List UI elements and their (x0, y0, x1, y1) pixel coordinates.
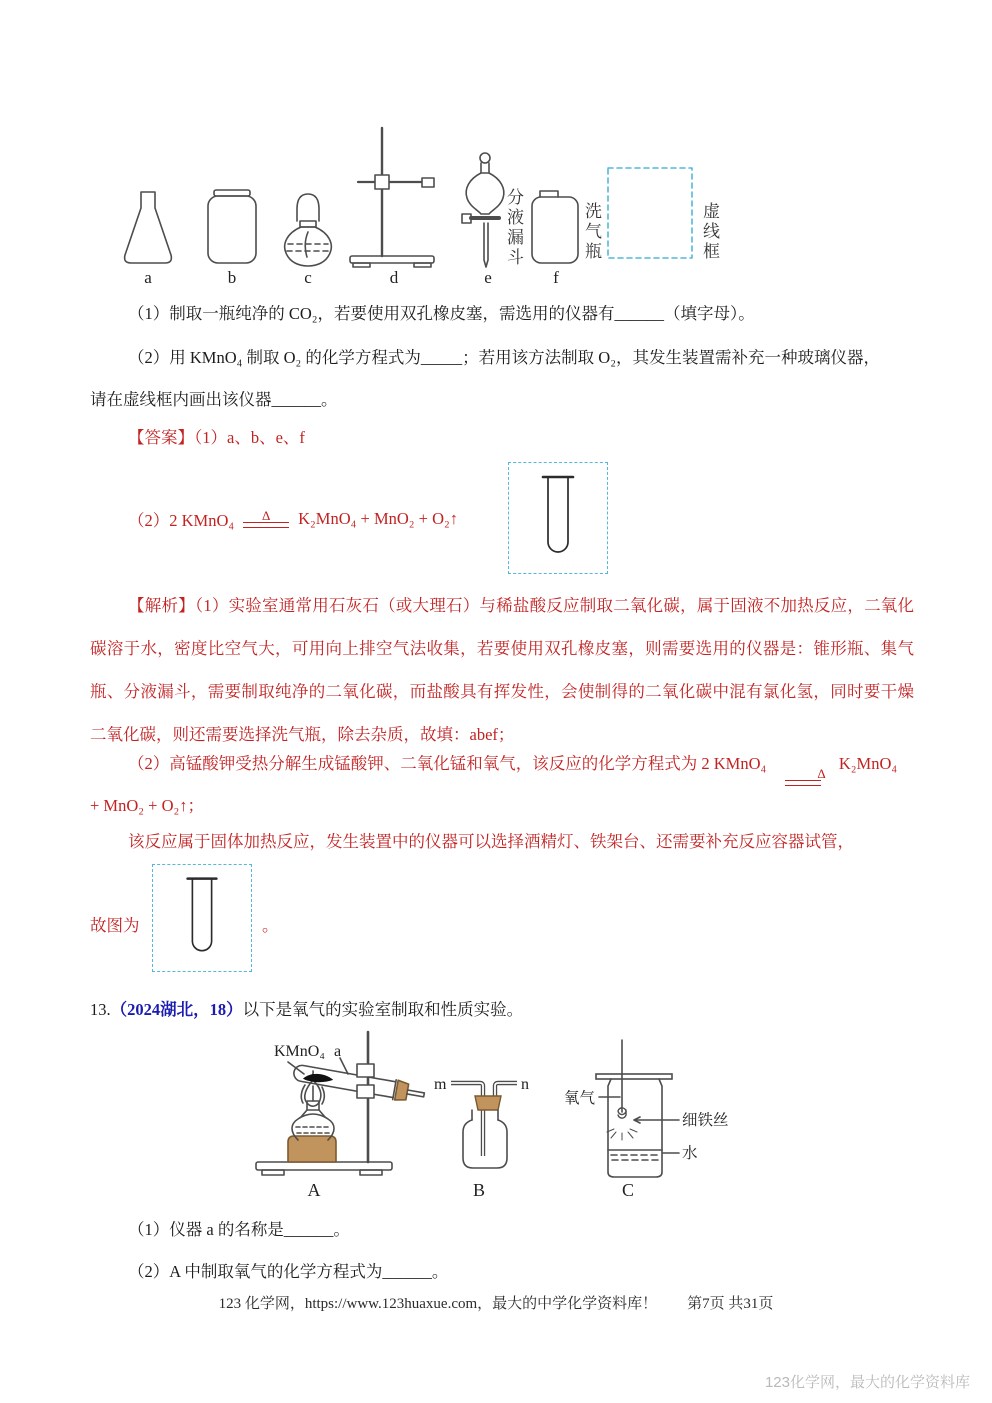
equation-rhs: K₂MnO₄ + MnO₂ + O₂↑ (298, 509, 459, 528)
alcohol-lamp-icon (292, 1086, 334, 1140)
q13-stem: 以下是氧气的实验室制取和性质实验。 (242, 1000, 524, 1019)
separating-funnel-icon (480, 153, 490, 163)
delta-symbol: Δ (261, 508, 271, 523)
gas-washing-bottle-b (451, 1083, 517, 1168)
test-tube-icon (510, 466, 606, 570)
equation-double-line (243, 522, 289, 528)
equation-lhs: （2）2 KMnO₄ (128, 511, 235, 530)
analysis-p4-period: 。 (262, 916, 279, 935)
item-label-c: c (304, 268, 312, 287)
answer-line1 (90, 424, 918, 448)
alcohol-lamp-icon (297, 194, 319, 221)
equipment-figure (100, 120, 720, 290)
rubber-stopper (395, 1080, 409, 1102)
oxygen-jar-c (596, 1040, 679, 1177)
clamp (357, 1064, 374, 1077)
analysis-p3: 该反应属于固体加热反应，发生装置中的仪器可以选择酒精灯、铁架台、还需要补充反应容器试管， (128, 832, 854, 851)
apparatus-label-B: B (472, 1180, 486, 1200)
item-label-b: b (227, 268, 237, 287)
analysis-drawing-box (152, 864, 252, 972)
analysis-p1-text: （1）实验室通常用石灰石（或大理石）与稀盐酸反应制取二氧化碳，属于固液不加热反应，二氧化碳溶于水，密度比空气大，可用向上排空气法收集，若要使用双孔橡皮塞，则需要选用的仪器是：锥形瓶、集气瓶、分液漏斗，需要制取纯净的二氧化碳，而盐酸具有挥发性，会使制得的二氧化碳中混有氯化氢，同时要干燥二氧化碳，则还需要选择洗气瓶，除去杂质，故填：abef； (90, 596, 915, 744)
analysis-p2-line2: + MnO₂ + O₂↑； (90, 796, 204, 815)
gas-washing-bottle-icon (532, 197, 578, 263)
equation-condition (779, 768, 825, 786)
item-label-d: d (389, 268, 399, 287)
q13-source: （2024湖北，18） (110, 1000, 243, 1019)
analysis-p4-prefix: 故图为 (90, 916, 140, 935)
q12-part1: （1）制取一瓶纯净的 CO₂，若要使用双孔橡皮塞，需选用的仪器有______（填字母）。 (128, 304, 755, 323)
analysis-p2-rhs: K₂MnO₄ (838, 754, 898, 773)
footer-site-text: 123 化学网，https://www.123huaxue.com，最大的中学化学资料库！ (218, 1296, 658, 1312)
q13-number: 13. (90, 1000, 111, 1019)
analysis-p1 (90, 584, 914, 756)
apparatus-label-A: A (307, 1180, 321, 1200)
gas-bottle-icon (208, 196, 256, 263)
footer-page-number: 第7页 共31页 (687, 1296, 774, 1312)
dashed-frame (608, 168, 692, 258)
q13-part1: （1）仪器 a 的名称是______。 (128, 1220, 350, 1239)
item-label-f: f (553, 268, 559, 287)
water-label: 水 (682, 1145, 698, 1162)
apparatus-label-C: C (621, 1180, 635, 1200)
item-label-a: a (144, 268, 152, 287)
site-watermark: 123化学网，最大的化学资料库 (764, 1374, 970, 1391)
q13-stem-line (90, 996, 918, 1020)
analysis-p2-pre: （2）高锰酸钾受热分解生成锰酸钾、二氧化锰和氧气，该反应的化学方程式为 2 KMnO₄ (128, 754, 767, 773)
tube-m-label: m (434, 1076, 447, 1093)
q13-figure (230, 1028, 750, 1206)
bottle-stopper (475, 1096, 501, 1110)
tube-n-label: n (521, 1076, 529, 1093)
sep-funnel-label: 分液漏斗 (504, 188, 523, 268)
oxygen-label: 氧气 (564, 1090, 596, 1107)
page-footer (0, 1292, 992, 1313)
iron-wire-label: 细铁丝 (682, 1112, 729, 1129)
analysis-label: 【解析】 (128, 596, 195, 615)
q13-apparatus-drawing (230, 1028, 750, 1206)
q12-part2-line1: （2）用 KMnO₄ 制取 O₂ 的化学方程式为_____；若用该方法制取 O₂，其发生装置需补充一种玻璃仪器， (128, 348, 880, 367)
answer-equation (128, 462, 458, 576)
test-tube-icon (154, 868, 250, 968)
equation-double-line (785, 780, 821, 786)
item-label-e: e (484, 268, 492, 287)
delta-symbol: Δ (817, 766, 826, 781)
equipment-figure-drawing (100, 120, 720, 290)
jar-lid (596, 1074, 672, 1079)
dashed-frame-label: 虚线框 (700, 202, 719, 262)
answer-label: 【答案】 (128, 428, 194, 447)
iron-wire-pointer-line (634, 1117, 679, 1123)
kmno4-label: KMnO₄ (274, 1043, 325, 1060)
q13-part2: （2）A 中制取氧气的化学方程式为______。 (128, 1262, 449, 1281)
equation-condition (243, 510, 289, 528)
tube-a-label: a (334, 1043, 342, 1060)
answer-drawing-box (508, 462, 608, 574)
conical-flask-icon (125, 192, 172, 263)
stand-base (256, 1162, 392, 1170)
gas-wash-label: 洗气瓶 (582, 202, 601, 262)
analysis-p2 (90, 744, 914, 826)
q12-part2-line2: 请在虚线框内画出该仪器______。 (90, 390, 338, 409)
answer-part1: （1）a、b、e、f (194, 428, 305, 447)
